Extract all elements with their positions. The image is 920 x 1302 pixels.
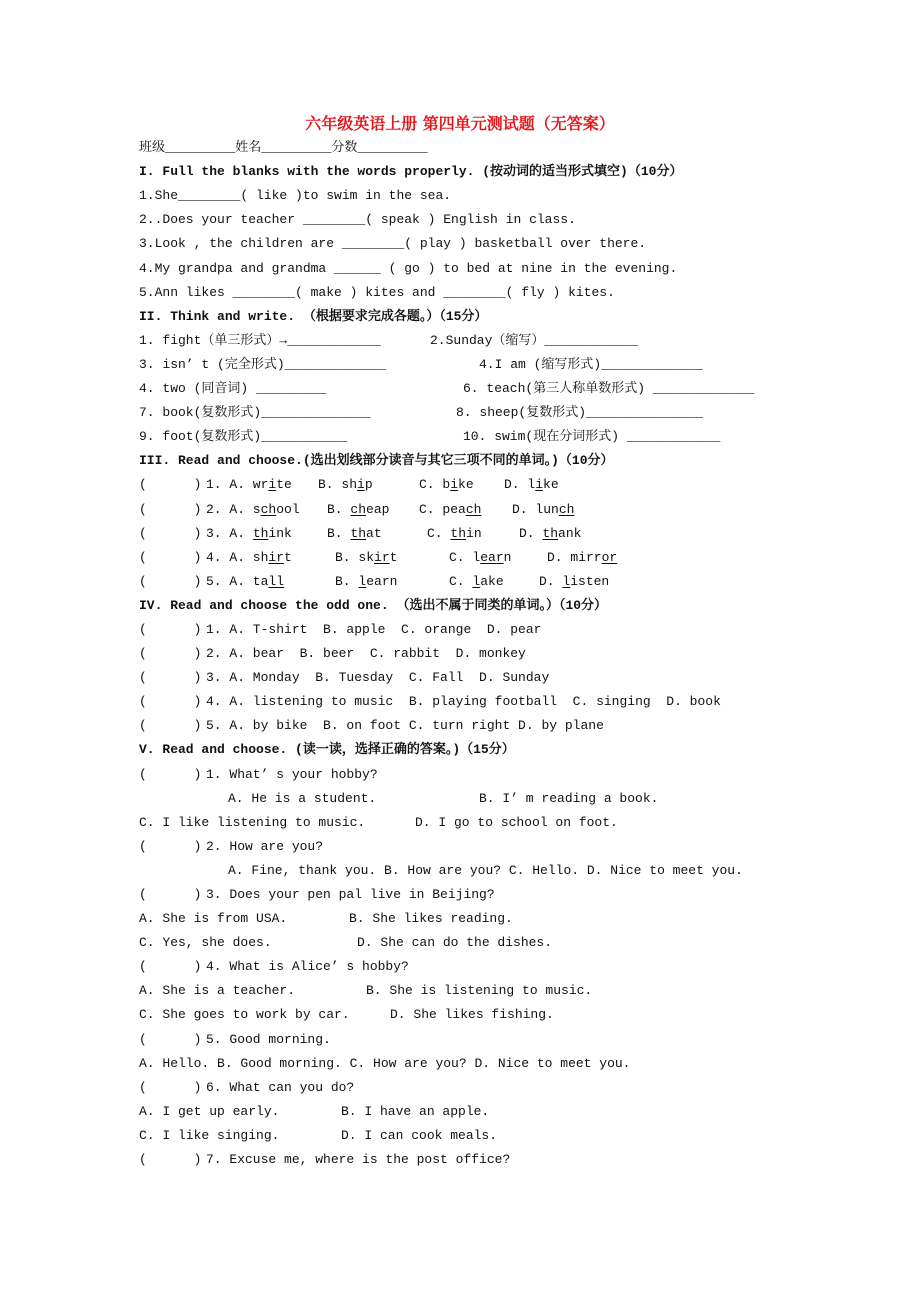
question-item: 6. teach(第三人称单数形式) _____________ bbox=[463, 381, 755, 397]
option-b: B. I’ m reading a book. bbox=[479, 790, 659, 806]
answer-bracket: ( ) bbox=[139, 838, 202, 854]
question-text: 2. How are you? bbox=[206, 838, 324, 854]
question-item: 3. isn’ t (完全形式)_____________ bbox=[139, 356, 387, 372]
word-part: B. bbox=[327, 525, 351, 541]
question-item: 10. swim(现在分词形式) ____________ bbox=[463, 429, 721, 445]
section-2-heading: II. Think and write. （根据要求完成各题。）（15分） bbox=[139, 308, 488, 324]
worksheet bbox=[0, 112, 920, 1172]
option-b: B. She is listening to music. bbox=[366, 983, 593, 999]
option-c bbox=[449, 546, 511, 570]
answer-bracket: ( ) bbox=[139, 525, 202, 541]
answer-bracket: ( ) bbox=[139, 573, 202, 589]
answer-bracket: ( ) bbox=[139, 621, 202, 637]
answer-bracket: ( ) bbox=[139, 718, 202, 734]
underlined-letters: i bbox=[535, 477, 544, 493]
option-a: A. I get up early. bbox=[139, 1103, 280, 1119]
word-part: A. ta bbox=[229, 573, 269, 589]
option-d: D. I can cook meals. bbox=[341, 1127, 498, 1143]
option-a bbox=[206, 546, 292, 570]
option-b: B. She likes reading. bbox=[349, 911, 513, 927]
option-d bbox=[504, 473, 559, 497]
word-part: D. lun bbox=[512, 501, 559, 517]
option-d: D. I go to school on foot. bbox=[415, 814, 618, 830]
word-part: C. l bbox=[449, 549, 481, 565]
question-item: 4.My grandpa and grandma ______ ( go ) to bed at nine in the evening. bbox=[139, 260, 678, 276]
answer-bracket: ( ) bbox=[139, 959, 202, 975]
option-b bbox=[318, 473, 373, 497]
question-item: 3.Look , the children are ________( play ) basketball over there. bbox=[139, 236, 647, 252]
question-item: 8. sheep(复数形式)_______________ bbox=[456, 405, 704, 421]
question-item: 4. A. listening to music B. playing football C. singing D. book bbox=[206, 694, 721, 710]
section-5-heading: V. Read and choose. (读一读，选择正确的答案。)（15分） bbox=[139, 742, 515, 758]
option-a bbox=[206, 473, 292, 497]
question-text: 3. Does your pen pal live in Beijing? bbox=[206, 887, 495, 902]
word-part: eap bbox=[366, 501, 390, 517]
word-part: t bbox=[389, 549, 398, 565]
word-part: in bbox=[466, 525, 482, 541]
underlined-letters: ll bbox=[268, 573, 285, 589]
underlined-letters: th bbox=[350, 525, 367, 541]
underlined-letters: i bbox=[450, 477, 459, 493]
question-item: 4.I am (缩写形式)_____________ bbox=[479, 356, 703, 372]
option-d: D. She likes fishing. bbox=[390, 1007, 554, 1023]
option-c: C. I like listening to music. bbox=[139, 814, 366, 830]
answer-bracket: ( ) bbox=[139, 887, 202, 902]
answer-bracket: ( ) bbox=[139, 501, 202, 517]
question-item: 9. foot(复数形式)___________ bbox=[139, 429, 348, 445]
question-item: 7. book(复数形式)______________ bbox=[139, 405, 371, 421]
underlined-letters: i bbox=[268, 477, 277, 493]
word-part: B. bbox=[335, 573, 359, 589]
word-part: D. mirr bbox=[547, 549, 602, 565]
word-part: D. bbox=[519, 525, 543, 541]
question-item: 2..Does your teacher ________( speak ) English in class. bbox=[139, 212, 576, 228]
question-text: 1. What’ s your hobby? bbox=[206, 766, 378, 782]
option-d: D. She can do the dishes. bbox=[357, 935, 553, 951]
word-part: ake bbox=[480, 573, 504, 589]
underlined-letters: ch bbox=[465, 501, 482, 517]
option-a: A. She is a teacher. bbox=[139, 983, 296, 999]
student-info-line: 班级_________姓名_________分数_________ bbox=[139, 140, 428, 156]
question-item: 4. two (同音词) _________ bbox=[139, 381, 327, 397]
question-number: 3. bbox=[206, 525, 230, 541]
section-3-heading: III. Read and choose.(选出划线部分读音与其它三项不同的单词。)（10分） bbox=[139, 453, 614, 469]
underlined-letters: ch bbox=[558, 501, 575, 517]
word-part: earn bbox=[366, 573, 398, 589]
answer-bracket: ( ) bbox=[139, 670, 202, 686]
question-text: 6. What can you do? bbox=[206, 1079, 355, 1095]
word-part: A. s bbox=[229, 501, 261, 517]
question-text: 5. Good morning. bbox=[206, 1031, 331, 1047]
word-part: C. pea bbox=[419, 501, 466, 517]
question-number: 5. bbox=[206, 573, 230, 589]
option-a bbox=[206, 522, 292, 546]
word-part: p bbox=[364, 477, 373, 493]
section-3-rows bbox=[0, 473, 920, 593]
section-4-heading: IV. Read and choose the odd one. （选出不属于同类的单词。）（10分） bbox=[139, 597, 608, 613]
question-item: 1.She________( like )to swim in the sea. bbox=[139, 188, 452, 204]
section-1-heading: I. Full the blanks with the words properly. (按动词的适当形式填空)（10分） bbox=[139, 164, 683, 180]
word-part: B. bbox=[327, 501, 351, 517]
answer-bracket: ( ) bbox=[139, 477, 202, 493]
word-part: A. sh bbox=[229, 549, 269, 565]
answer-bracket: ( ) bbox=[139, 1152, 202, 1168]
question-text: 7. Excuse me, where is the post office? bbox=[206, 1152, 511, 1168]
question-item: 1. A. T-shirt B. apple C. orange D. pear bbox=[206, 621, 542, 637]
word-part: isten bbox=[570, 573, 610, 589]
option-b bbox=[335, 546, 397, 570]
options: A. Hello. B. Good morning. C. How are you? D. Nice to meet you. bbox=[139, 1055, 631, 1071]
option-d bbox=[547, 546, 617, 570]
question-item: 2.Sunday（缩写）____________ bbox=[430, 332, 639, 348]
word-part: te bbox=[276, 477, 292, 493]
option-c: C. I like singing. bbox=[139, 1127, 280, 1143]
question-number: 2. bbox=[206, 501, 230, 517]
word-part: n bbox=[503, 549, 512, 565]
underlined-letters: ch bbox=[350, 501, 367, 517]
page-title bbox=[0, 112, 920, 136]
word-part: B. sk bbox=[335, 549, 375, 565]
option-b: B. I have an apple. bbox=[341, 1103, 490, 1119]
option-b bbox=[327, 498, 389, 522]
question-row bbox=[0, 522, 920, 546]
word-part: ink bbox=[268, 525, 292, 541]
underlined-letters: i bbox=[357, 477, 365, 493]
question-text: 4. What is Alice’ s hobby? bbox=[206, 959, 409, 975]
option-d bbox=[539, 570, 609, 594]
option-a bbox=[206, 498, 300, 522]
answer-bracket: ( ) bbox=[139, 549, 202, 565]
option-d bbox=[512, 498, 574, 522]
underlined-letters: th bbox=[252, 525, 269, 541]
question-item: 5. A. by bike B. on foot C. turn right D. by plane bbox=[206, 718, 604, 734]
question-row bbox=[0, 498, 920, 522]
question-row bbox=[0, 473, 920, 497]
option-d bbox=[519, 522, 581, 546]
option-b bbox=[327, 522, 382, 546]
option-b bbox=[335, 570, 397, 594]
word-part: ool bbox=[276, 501, 300, 517]
question-row bbox=[0, 546, 920, 570]
option-c bbox=[449, 570, 504, 594]
answer-bracket: ( ) bbox=[139, 1079, 202, 1095]
answer-bracket: ( ) bbox=[139, 766, 202, 782]
option-c bbox=[427, 522, 482, 546]
question-row bbox=[0, 570, 920, 594]
underlined-letters: th bbox=[542, 525, 559, 541]
option-c: C. Yes, she does. bbox=[139, 935, 272, 951]
word-part: B. sh bbox=[318, 477, 358, 493]
word-part: D. bbox=[539, 573, 563, 589]
option-a: A. She is from USA. bbox=[139, 911, 288, 927]
word-part: ank bbox=[558, 525, 582, 541]
underlined-letters: ir bbox=[268, 549, 285, 565]
word-part: C. bbox=[427, 525, 451, 541]
underlined-letters: th bbox=[450, 525, 467, 541]
word-part: A. wr bbox=[229, 477, 269, 493]
title-text: 六年级英语上册 第四单元测试题（无答案） bbox=[305, 114, 615, 133]
underlined-letters: l bbox=[562, 573, 571, 589]
answer-bracket: ( ) bbox=[139, 1031, 202, 1047]
question-number: 4. bbox=[206, 549, 230, 565]
option-c: C. She goes to work by car. bbox=[139, 1007, 350, 1023]
word-part: ke bbox=[458, 477, 474, 493]
option-a bbox=[206, 570, 284, 594]
word-part: C. b bbox=[419, 477, 451, 493]
question-number: 1. bbox=[206, 477, 230, 493]
option-c bbox=[419, 473, 474, 497]
options: A. Fine, thank you. B. How are you? C. Hello. D. Nice to meet you. bbox=[228, 862, 743, 878]
word-part: ke bbox=[543, 477, 559, 493]
question-item: 1. fight（单三形式）→____________ bbox=[139, 332, 381, 348]
word-part: t bbox=[284, 549, 292, 565]
underlined-letters: or bbox=[601, 549, 618, 565]
word-part: D. l bbox=[504, 477, 536, 493]
underlined-letters: l bbox=[472, 573, 481, 589]
answer-bracket: ( ) bbox=[139, 694, 202, 710]
option-c bbox=[419, 498, 481, 522]
word-part: A. bbox=[229, 525, 253, 541]
word-part: at bbox=[366, 525, 382, 541]
underlined-letters: ear bbox=[480, 549, 504, 565]
question-item: 5.Ann likes ________( make ) kites and ________( fly ) kites. bbox=[139, 284, 615, 300]
question-item: 2. A. bear B. beer C. rabbit D. monkey bbox=[206, 646, 526, 662]
question-item: 3. A. Monday B. Tuesday C. Fall D. Sunday bbox=[206, 670, 550, 686]
word-part: C. bbox=[449, 573, 473, 589]
option-a: A. He is a student. bbox=[228, 790, 377, 806]
answer-bracket: ( ) bbox=[139, 646, 202, 662]
underlined-letters: l bbox=[358, 573, 367, 589]
underlined-letters: ir bbox=[374, 549, 390, 565]
underlined-letters: ch bbox=[260, 501, 277, 517]
